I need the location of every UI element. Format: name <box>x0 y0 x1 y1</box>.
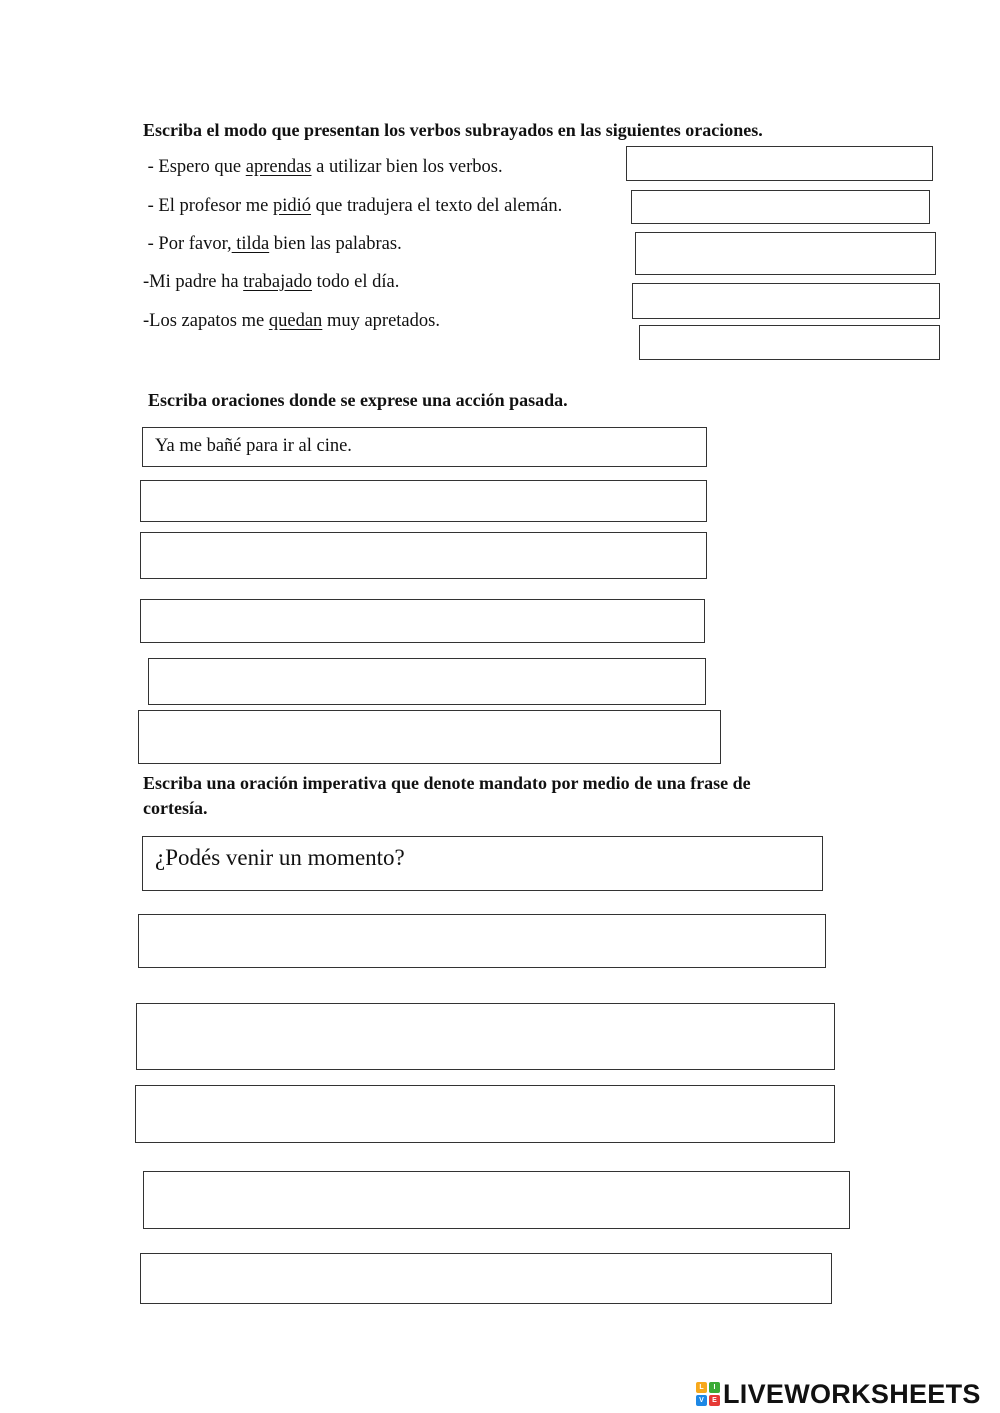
past-sentence-box-5[interactable] <box>148 658 706 705</box>
past-sentence-box-6[interactable] <box>138 710 721 764</box>
section3-instruction <box>143 771 751 821</box>
imperative-box-1[interactable]: ¿Podés venir un momento? <box>142 836 823 891</box>
imperative-box-3[interactable] <box>136 1003 835 1070</box>
underlined-verb: aprendas <box>245 157 312 177</box>
section3-instruction-line-2: cortesía. <box>143 798 208 818</box>
sentence-4: -Mi padre ha trabajado todo el día. <box>143 272 400 292</box>
past-sentence-box-4[interactable] <box>140 599 705 643</box>
sentence-1: - Espero que aprendas a utilizar bien los verbos. <box>143 157 503 177</box>
liveworksheets-brand-text: LIVEWORKSHEETS <box>723 1378 981 1409</box>
imperative-box-6[interactable] <box>140 1253 832 1304</box>
mode-answer-box-4[interactable] <box>632 283 940 319</box>
imperative-box-5[interactable] <box>143 1171 850 1229</box>
liveworksheets-logo[interactable] <box>696 1378 981 1410</box>
sentence-3: - Por favor, tilda bien las palabras. <box>143 234 402 254</box>
sentence-5: -Los zapatos me quedan muy apretados. <box>143 311 440 331</box>
section3-instruction-line-1: Escriba una oración imperativa que denote mandato por medio de una frase de <box>143 773 751 793</box>
mode-answer-box-3[interactable] <box>635 232 936 275</box>
mode-answer-box-1[interactable] <box>626 146 933 181</box>
imperative-box-4[interactable] <box>135 1085 835 1143</box>
underlined-verb: quedan <box>268 311 323 331</box>
past-sentence-box-1[interactable]: Ya me bañé para ir al cine. <box>142 427 707 467</box>
underlined-verb: trabajado <box>243 272 312 292</box>
sentence-2: - El profesor me pidió que tradujera el texto del alemán. <box>143 196 563 216</box>
mode-answer-box-2[interactable] <box>631 190 930 224</box>
section1-instruction: Escriba el modo que presentan los verbos subrayados en las siguientes oraciones. <box>143 120 763 140</box>
underlined-verb: tilda <box>231 234 270 254</box>
mode-answer-box-5[interactable] <box>639 325 940 360</box>
past-sentence-box-2[interactable] <box>140 480 707 522</box>
section2-instruction: Escriba oraciones donde se exprese una acción pasada. <box>148 390 568 410</box>
imperative-box-2[interactable] <box>138 914 826 968</box>
liveworksheets-logo-icon: L I V E <box>696 1382 720 1406</box>
underlined-verb: pidió <box>272 196 312 216</box>
past-sentence-box-3[interactable] <box>140 532 707 579</box>
